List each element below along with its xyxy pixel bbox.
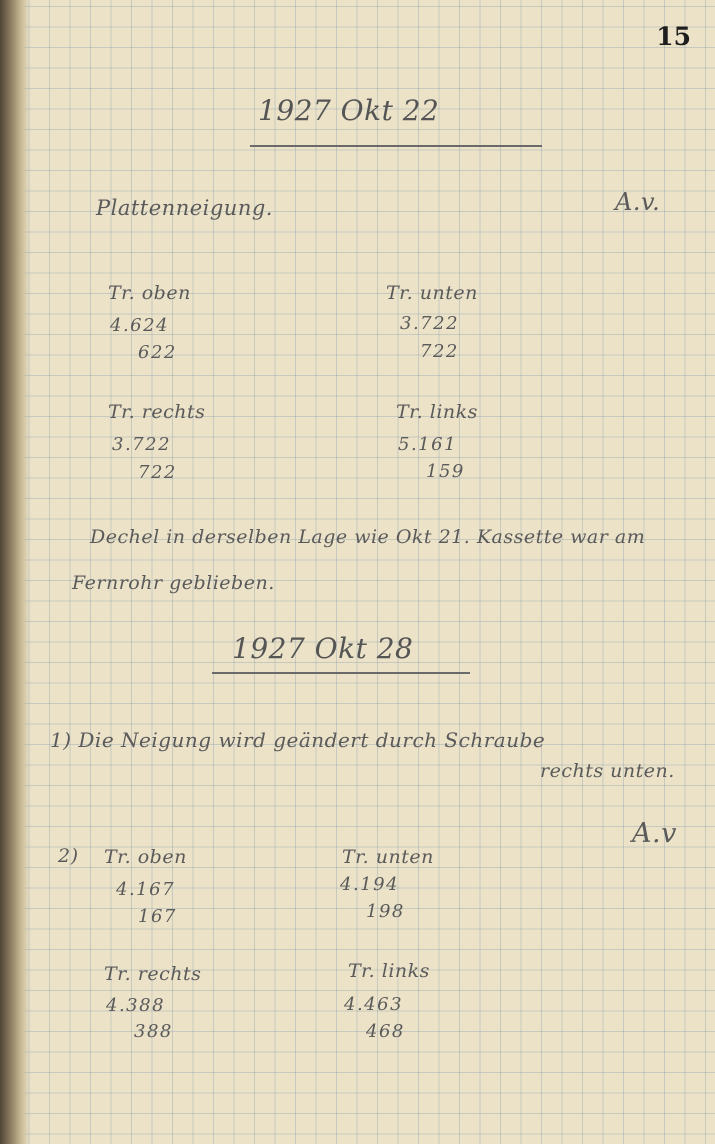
entry2-reading-label: Tr. rechts [104,963,202,985]
entry1-note: Dechel in derselben Lage wie Okt 21. Kassette war am [90,526,646,548]
entry1-reading-label: Tr. links [396,401,478,423]
entry1-heading: 1927 Okt 22 [258,94,440,127]
entry2-reading-value: 468 [366,1021,405,1042]
entry2-reading-value: 388 [134,1021,173,1042]
entry1-reading-value: 622 [138,342,177,363]
entry1-reading-value: 722 [420,341,459,362]
entry2-reading-label: Tr. unten [342,846,434,868]
notebook-binding [0,0,30,1144]
entry1-reading-label: Tr. oben [108,282,191,304]
entry1-reading-value: 159 [426,461,465,482]
entry1-reading-value: 5.161 [398,434,458,455]
entry2-reading-value: 4.167 [116,879,176,900]
entry1-title: Plattenneigung. [96,196,273,220]
entry2-mark: A.v [632,818,677,849]
entry2-item1-line2: rechts unten. [540,760,675,782]
entry2-reading-value: 4.194 [340,874,400,895]
entry1-reading-value: 3.722 [112,434,172,455]
entry2-reading-label: Tr. oben [104,846,187,868]
entry2-heading: 1927 Okt 28 [232,632,414,665]
entry2-reading-value: 198 [366,901,405,922]
page-number: 15 [656,22,691,51]
entry2-item2-prefix: 2) [58,845,79,867]
entry2-reading-value: 4.388 [106,995,166,1016]
entry2-item1-line1: 1) Die Neigung wird geändert durch Schraube [50,728,546,752]
entry2-reading-value: 167 [138,906,177,927]
entry2-heading-underline [212,672,470,674]
entry1-reading-label: Tr. unten [386,282,478,304]
entry1-reading-value: 3.722 [400,313,460,334]
entry1-reading-label: Tr. rechts [108,401,206,423]
entry1-note: Fernrohr geblieben. [72,572,275,594]
entry1-heading-underline [250,145,542,147]
entry1-reading-value: 722 [138,462,177,483]
entry1-mark: A.v. [615,188,661,216]
entry2-reading-label: Tr. links [348,960,430,982]
entry2-reading-value: 4.463 [344,994,404,1015]
entry1-reading-value: 4.624 [110,315,170,336]
